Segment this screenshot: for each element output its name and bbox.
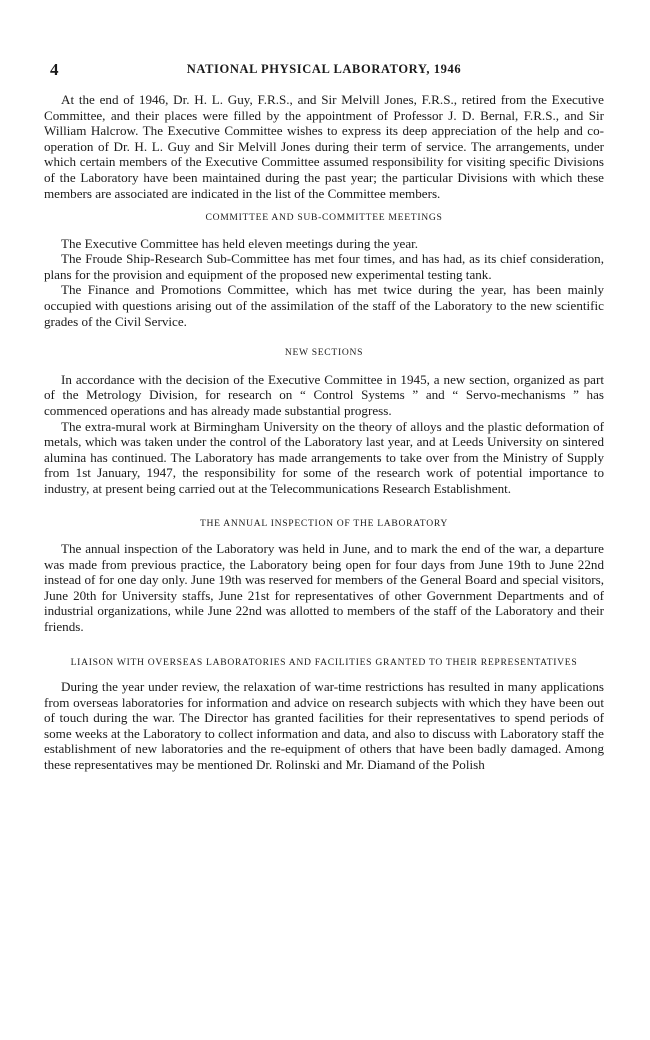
running-title: NATIONAL PHYSICAL LABORATORY, 1946 (186, 62, 462, 76)
paragraph: During the year under review, the relaxation of war-time restrictions has resulted in many applications from overseas laboratories for information and advice on research subjects with which they have been out of touch during the war. The Director has granted facilities for their representatives to spend periods of some weeks at the Laboratory to collect information and data, and also to discuss with Laboratory staff the establishment of new laboratories and the re-equipment of others that have been badly damaged. Among these representatives may be mentioned Dr. Rolinski and Mr. Diamand of the Polish (44, 679, 604, 772)
paragraph: The Finance and Promotions Committee, which has met twice during the year, has been mainly occupied with questions arising out of the assimilation of the staff of the Laboratory to the new scientific grades of the Civil Service. (44, 282, 604, 329)
section-heading-annual-inspection: THE ANNUAL INSPECTION OF THE LABORATORY (199, 518, 449, 530)
section-heading-new-sections: NEW SECTIONS (284, 347, 364, 359)
committee-meetings-section (44, 236, 604, 330)
paragraph: In accordance with the decision of the Executive Committee in 1945, a new section, organized as part of the Metrology Division, for research on “ Control Systems ” and “ Servo-mechanisms ” has commenced operations and has already made substantial progress. (44, 371, 604, 418)
section-heading-committee-meetings: COMMITTEE AND SUB-COMMITTEE MEETINGS (205, 212, 443, 224)
paragraph: The Froude Ship-Research Sub-Committee has met four times, and has had, as its chief consideration, plans for the provision and equipment of the proposed new experimental testing tank. (44, 251, 604, 282)
paragraph: The annual inspection of the Laboratory was held in June, and to mark the end of the war, a departure was made from previous practice, the Laboratory being open for four days from June 19th to June 22nd instead of for one day only. June 19th was reserved for members of the General Board and special visitors, June 20th for University staffs, June 21st for representatives of other Government Departments and of industrial organizations, while June 22nd was allotted to members of the staff of the Laboratory and their friends. (44, 540, 604, 634)
intro-section (44, 92, 604, 201)
paragraph: The extra-mural work at Birmingham University on the theory of alloys and the plastic deformation of metals, which was taken under the control of the Laboratory last year, and at Leeds University on sintered alumina has continued. The Laboratory has made arrangements to take over from the Ministry of Supply from 1st January, 1947, the responsibility for some of the research work of potential importance to industry, at present being carried out at the Telecommunications Research Establishment. (44, 418, 604, 496)
new-sections-section (44, 372, 604, 497)
liaison-section (44, 679, 604, 773)
section-heading-liaison: LIAISON WITH OVERSEAS LABORATORIES AND FACILITIES GRANTED TO THEIR REPRESENTATIVES (70, 656, 578, 668)
intro-paragraph: At the end of 1946, Dr. H. L. Guy, F.R.S., and Sir Melvill Jones, F.R.S., retired from the Executive Committee, and their places were filled by the appointment of Professor J. D. Bernal, F.R.S., and Sir William Halcrow. The Executive Committee wishes to express its deep appreciation of the help and co-operation of Dr. H. L. Guy and Sir Melvill Jones during their term of service. The arrangements, under which certain members of the Executive Committee assumed responsibility for visiting specific Divisions of the Laboratory have been maintained during the past year; the particular Divisions with which these members are associated are indicated in the list of the Committee members. (44, 92, 604, 201)
paragraph: The Executive Committee has held eleven meetings during the year. (61, 235, 419, 251)
annual-inspection-section (44, 541, 604, 635)
running-header (44, 62, 604, 84)
page-number: 4 (50, 60, 59, 79)
